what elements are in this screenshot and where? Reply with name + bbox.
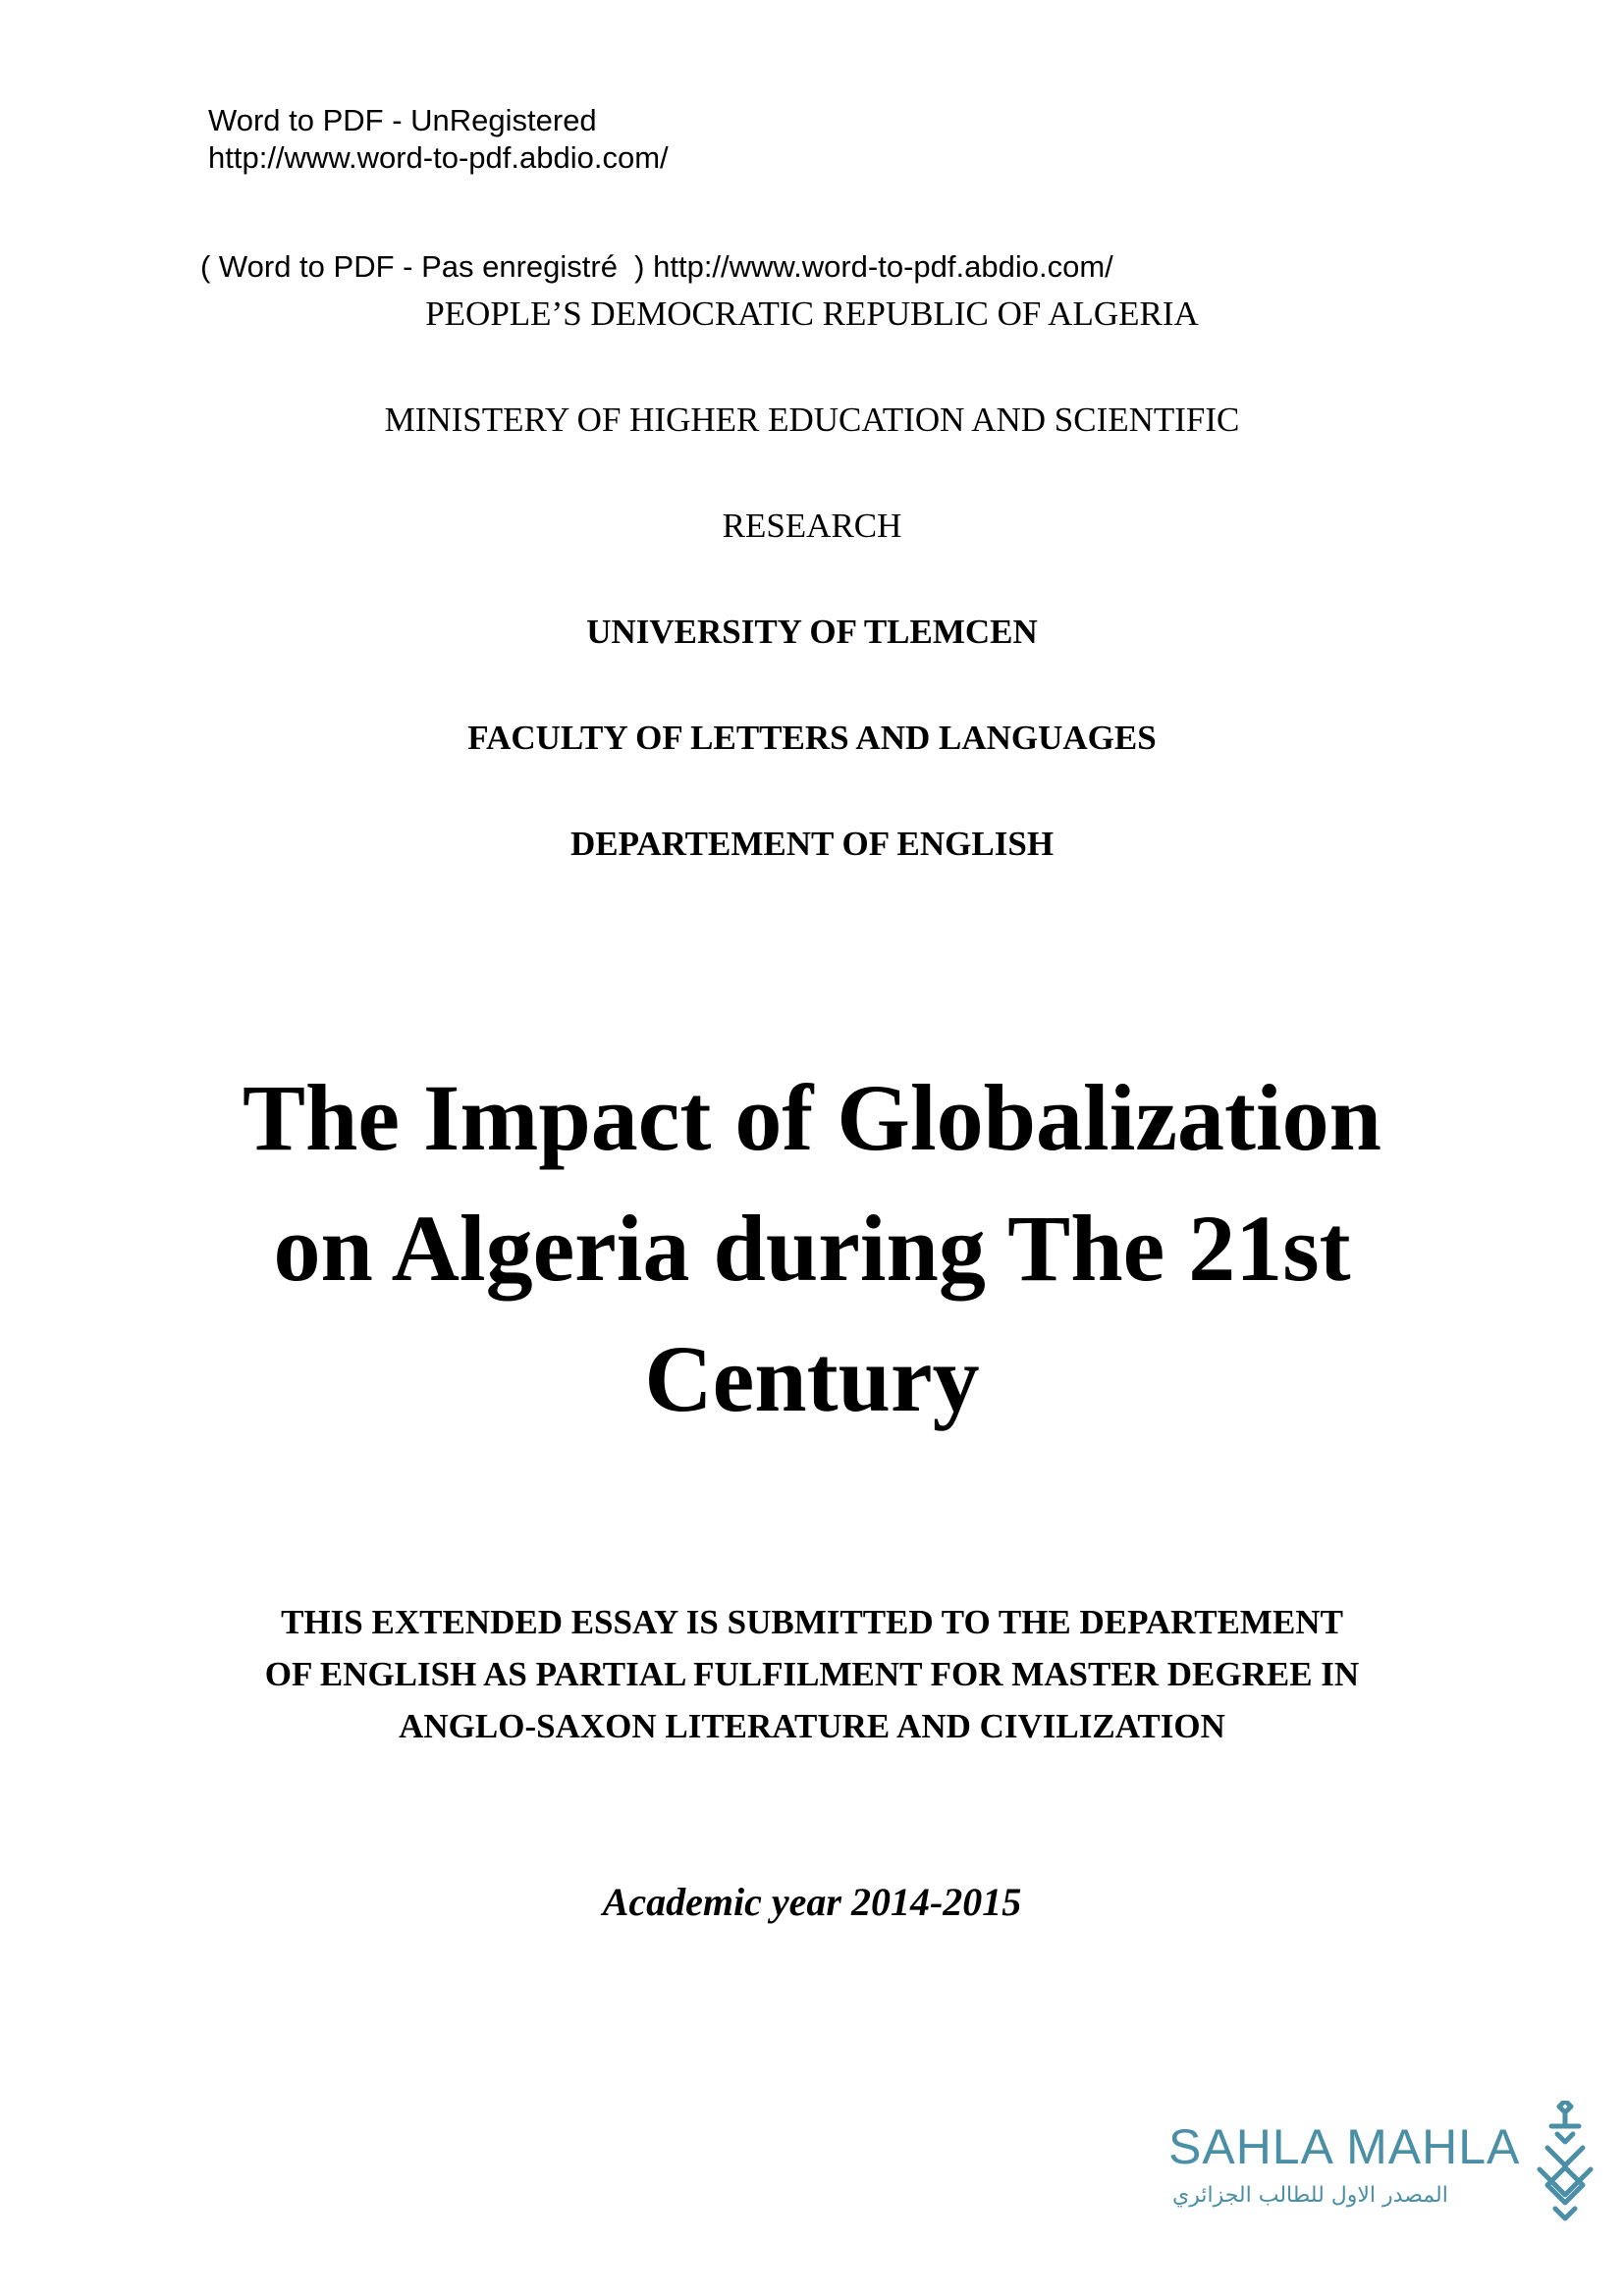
statement-line-1: THIS EXTENDED ESSAY IS SUBMITTED TO THE DEPARTEMENT (281, 1603, 1343, 1641)
document-title (0, 1052, 1624, 1444)
watermark-title: Word to PDF - UnRegistered (208, 103, 597, 137)
submission-statement (0, 1596, 1624, 1752)
logo-name: SAHLA MAHLA (1168, 2119, 1521, 2174)
title-line-2: on Algeria during The 21st (273, 1196, 1351, 1301)
university-heading: UNIVERSITY OF TLEMCEN (586, 613, 1038, 651)
sahla-mahla-emblem-icon (1530, 2101, 1598, 2228)
title-line-1: The Impact of Globalization (242, 1065, 1381, 1170)
country-heading: PEOPLE’S DEMOCRATIC REPUBLIC OF ALGERIA (425, 294, 1199, 333)
ministry-heading-line1: MINISTERY OF HIGHER EDUCATION AND SCIENTIFIC (384, 400, 1240, 439)
logo-tagline: المصدر الاول للطالب الجزائري (1172, 2183, 1448, 2208)
watermark-url: http://www.word-to-pdf.abdio.com/ (208, 140, 669, 175)
statement-line-2: OF ENGLISH AS PARTIAL FULFILMENT FOR MASTER DEGREE IN (264, 1655, 1360, 1693)
ministry-heading-line2: RESEARCH (722, 507, 902, 545)
faculty-heading: FACULTY OF LETTERS AND LANGUAGES (467, 719, 1157, 757)
watermark-french: ( Word to PDF - Pas enregistré ) http://www.word-to-pdf.abdio.com/ (200, 249, 1113, 284)
department-heading: DEPARTEMENT OF ENGLISH (569, 825, 1055, 863)
sahla-mahla-logo (1168, 2101, 1600, 2248)
academic-year: Academic year 2014-2015 (602, 1880, 1022, 1924)
title-line-3: Century (644, 1326, 980, 1431)
watermark-block (208, 102, 669, 177)
statement-line-3: ANGLO-SAXON LITERATURE AND CIVILIZATION (399, 1707, 1225, 1745)
